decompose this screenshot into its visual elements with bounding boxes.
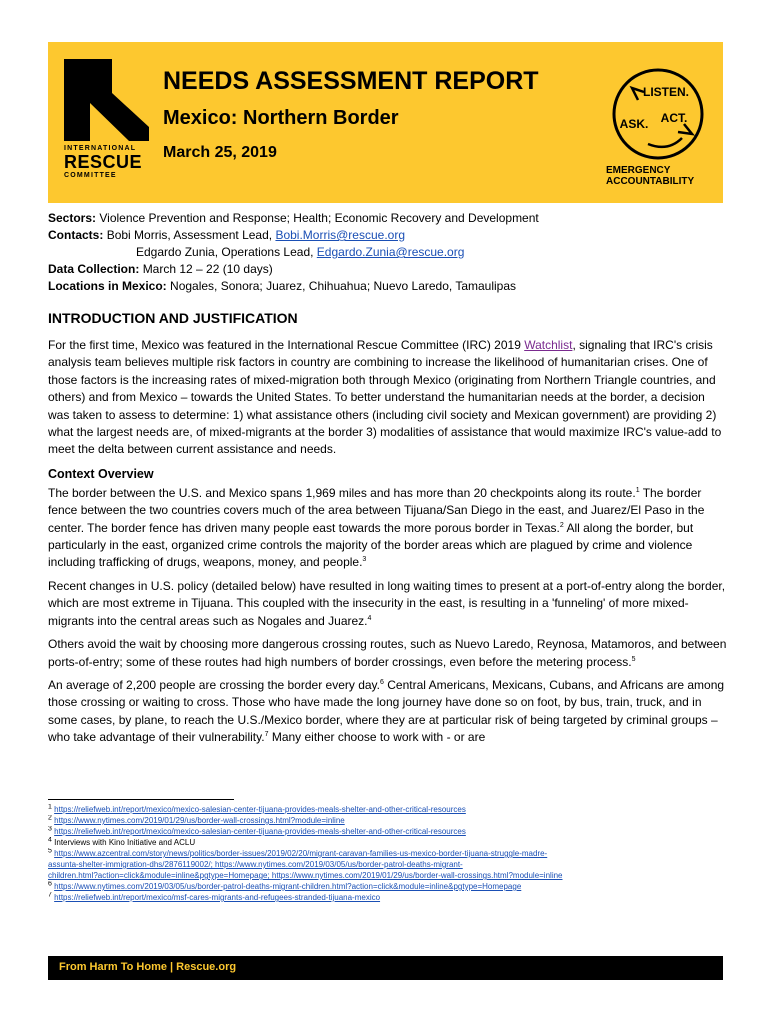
footnote-text: Interviews with Kino Initiative and ACLU <box>54 838 196 847</box>
locations-row <box>48 278 738 295</box>
footnote-link[interactable]: https://www.nytimes.com/2019/03/05/us/border-patrol-deaths-migrant-children.html?action=click&module=inline&pgtype=Homepage <box>54 882 522 891</box>
locations-value: Nogales, Sonora; Juarez, Chihuahua; Nuevo Laredo, Tamaulipas <box>170 279 517 293</box>
contact1-email-link[interactable]: Bobi.Morris@rescue.org <box>275 228 405 242</box>
footnote-item <box>48 804 728 815</box>
footnote-item-continued <box>48 859 728 870</box>
badge-label-line2: ACCOUNTABILITY <box>606 176 695 187</box>
logo-text-rescue: RESCUE <box>64 152 143 172</box>
footnote-number: 4 <box>48 837 52 844</box>
badge-act-text: ACT. <box>660 111 688 125</box>
footnote-ref-4[interactable]: 4 <box>367 614 372 622</box>
context-heading: Context Overview <box>48 466 154 481</box>
footnote-item-continued <box>48 870 728 881</box>
contacts-row-2 <box>48 244 738 261</box>
report-body <box>48 307 728 753</box>
intro-text-1: For the first time, Mexico was featured in the International Rescue Committee (IRC) 2019 <box>48 338 525 352</box>
context-text-2: Recent changes in U.S. policy (detailed below) have resulted in long waiting times to present at a port-of-entry along the border, which are most extreme in Tijuana. This coupled with the insecurity in the east, is resulting in a 'funneling' of more mixed-migrants into the central areas such as Nogales and Juarez. <box>48 578 726 628</box>
footer-tagline: From Harm To Home | Rescue.org <box>59 961 237 973</box>
footnote-number: 2 <box>48 815 52 822</box>
context-paragraph-4 <box>48 677 728 747</box>
contacts-label: Contacts: <box>48 228 104 242</box>
context-text-1a: The border between the U.S. and Mexico spans 1,969 miles and has more than 20 checkpoints along its route. <box>48 485 636 500</box>
footnote-link[interactable]: https://reliefweb.int/report/mexico/mexico-salesian-center-tijuana-provides-meals-shelter-and-other-critical-resources <box>54 827 466 836</box>
footnote-item <box>48 837 728 848</box>
context-paragraph-1 <box>48 485 728 572</box>
footnote-link[interactable]: https://www.nytimes.com/2019/01/29/us/border-wall-crossings.html?module=inline <box>54 816 345 825</box>
irc-logo-icon <box>64 59 149 141</box>
contact1-text: Bobi Morris, Assessment Lead, <box>106 228 273 242</box>
badge-listen-text: LISTEN. <box>642 85 690 99</box>
footnote-item <box>48 892 728 903</box>
context-text-4c: Many either choose to work with - or are <box>268 730 486 745</box>
page-footer <box>48 956 723 980</box>
context-text-4b: Central Americans, Mexicans, Cubans, and Africans are among those crossing or waiting to cross. Those who have made the long journey have done so on foot, by bus, train, truck, and in some cases, by plane, to reach the U.S./Mexico border, where they are at particular risk of being targeted by criminal groups – who take advantage of their vulnerability. <box>48 677 725 745</box>
footnote-ref-3[interactable]: 3 <box>362 556 367 564</box>
logo-text-international: INTERNATIONAL <box>64 145 137 152</box>
report-date: March 25, 2019 <box>163 144 277 161</box>
footnote-number: 7 <box>48 892 52 899</box>
footnote-number: 5 <box>48 848 52 855</box>
footnotes-list <box>48 804 728 903</box>
footnote-number: 3 <box>48 826 52 833</box>
data-collection-label: Data Collection: <box>48 262 140 276</box>
intro-heading: INTRODUCTION AND JUSTIFICATION <box>48 310 298 326</box>
context-text-3: Others avoid the wait by choosing more dangerous crossing routes, such as Nuevo Laredo, Reynosa, Matamoros, and between ports-of-entry; some of these routes had high numbers of border crossings, even before the metering process. <box>48 637 727 669</box>
sectors-row <box>48 210 738 227</box>
data-collection-value: March 12 – 22 (10 days) <box>142 262 273 276</box>
emergency-accountability-label <box>606 165 716 187</box>
footnote-item <box>48 848 728 859</box>
footnote-ref-2[interactable]: 2 <box>559 521 564 529</box>
footnote-item <box>48 881 728 892</box>
locations-label: Locations in Mexico: <box>48 279 167 293</box>
data-collection-row <box>48 261 738 278</box>
footnote-ref-5[interactable]: 5 <box>631 655 636 663</box>
header-banner <box>48 42 723 203</box>
watchlist-link[interactable]: Watchlist <box>524 338 573 352</box>
footnote-divider <box>48 799 234 800</box>
context-paragraph-2 <box>48 578 728 630</box>
context-text-1c: All along the border, but particularly in the east, organized crime controls the majority of the border areas which are plagued by crime and violence including trafficking of drugs, weapons, money, and people. <box>48 520 694 570</box>
footnote-ref-1[interactable]: 1 <box>635 486 640 494</box>
report-meta <box>48 210 738 295</box>
report-title: NEEDS ASSESSMENT REPORT <box>163 67 539 95</box>
contacts-row <box>48 227 738 244</box>
context-text-4a: An average of 2,200 people are crossing the border every day. <box>48 677 380 692</box>
footnote-link[interactable]: https://reliefweb.int/report/mexico/mexico-salesian-center-tijuana-provides-meals-shelter-and-other-critical-resources <box>54 805 466 814</box>
contact2-text: Edgardo Zunia, Operations Lead, <box>136 245 314 259</box>
footnote-ref-6[interactable]: 6 <box>380 678 384 686</box>
footnote-ref-7[interactable]: 7 <box>264 731 269 739</box>
footnote-item <box>48 826 728 837</box>
listen-ask-act-icon <box>608 66 708 162</box>
footnote-link[interactable]: assunta-shelter-immigration-dhs/2876119002/; https://www.nytimes.com/2019/03/05/us/border-patrol-deaths-migrant- <box>48 860 463 869</box>
badge-ask-text: ASK. <box>619 117 649 131</box>
sectors-label: Sectors: <box>48 211 97 225</box>
report-subtitle: Mexico: Northern Border <box>163 107 399 129</box>
context-paragraph-3 <box>48 636 728 671</box>
sectors-value: Violence Prevention and Response; Health; Economic Recovery and Development <box>99 211 539 225</box>
footnote-link[interactable]: https://reliefweb.int/report/mexico/msf-cares-migrants-and-refugees-stranded-tijuana-mexico <box>54 893 381 902</box>
contact2-email-link[interactable]: Edgardo.Zunia@rescue.org <box>316 245 465 259</box>
intro-paragraph <box>48 337 728 459</box>
badge-label-line1: EMERGENCY <box>606 165 671 176</box>
irc-logo-wordmark <box>64 145 151 179</box>
footnote-number: 1 <box>48 804 52 811</box>
intro-text-2: , signaling that IRC's crisis analysis team believes multiple risk factors in country are combining to increase the likelihood of humanitarian crises. One of those factors is the increasing rates of mixed-migration both through Mexico (originating from Northern Triangle countries, and others) and from Mexico – towards the United States. To better understand the humanitarian needs at the border, a decision was taken to assess to determine: 1) what assistance others (including civil society and Mexican government) are providing 2) what the largest needs are, of mixed-migrants at the border 3) modalities of assistance that would maximize IRC's value-add to meet the delta between current assistance and needs. <box>48 338 722 457</box>
footnote-link[interactable]: https://www.azcentral.com/story/news/politics/border-issues/2019/02/20/migrant-caravan-families-us-mexico-border-tijuana-struggle-madre- <box>54 849 548 858</box>
footnote-number: 6 <box>48 881 52 888</box>
context-text-1b: The border fence between the two countries covers much of the area between Tijuana/San Diego in the east, and Juarez/El Paso in the center. The border fence has driven many people east towards the more porous border in Texas. <box>48 485 705 535</box>
footnote-link[interactable]: children.html?action=click&module=inline&pgtype=Homepage; https://www.nytimes.com/2019/01/29/us/border-wall-crossings.html?module=inline <box>48 871 563 880</box>
logo-text-committee: COMMITTEE <box>64 172 117 179</box>
footnote-item <box>48 815 728 826</box>
